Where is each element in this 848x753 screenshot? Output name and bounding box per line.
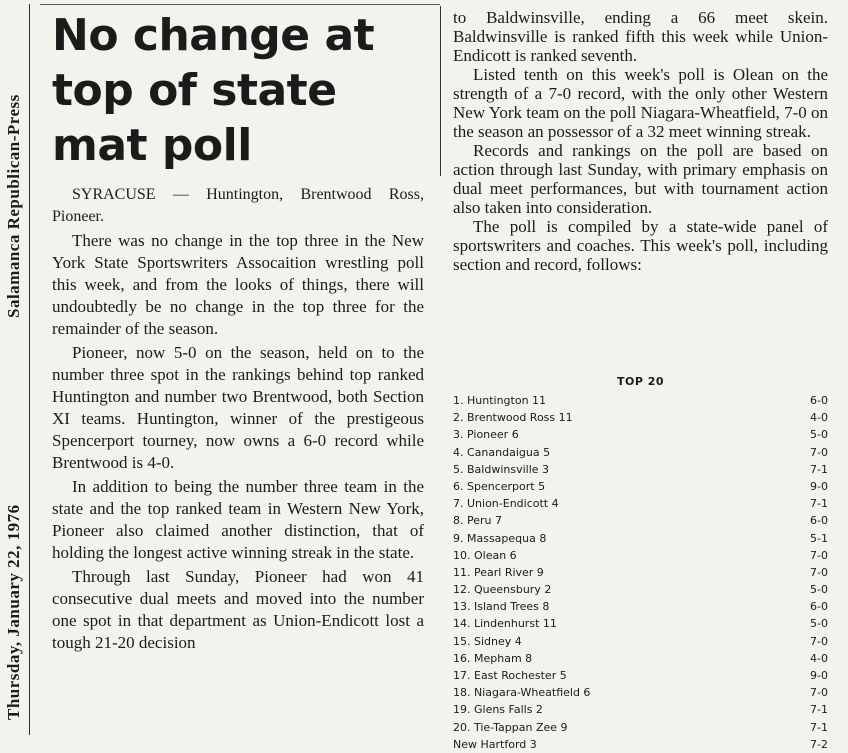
- poll-team: 7. Union-Endicott 4: [453, 497, 559, 511]
- poll-record: 7-0: [810, 548, 828, 562]
- headline-line: top of state: [52, 65, 337, 116]
- masthead-date: Thursday, January 22, 1976: [4, 504, 23, 720]
- poll-record: 4-0: [810, 651, 828, 665]
- poll-record: 6-0: [810, 394, 828, 407]
- headline-top-rule: [40, 4, 440, 5]
- poll-row: [453, 667, 828, 684]
- poll-record: 7-0: [810, 634, 828, 648]
- poll-record: 7-1: [810, 720, 828, 734]
- poll-row: [453, 547, 828, 564]
- poll-row: [453, 409, 828, 426]
- poll-row: [453, 444, 828, 461]
- poll-team: 20. Tie-Tappan Zee 9: [453, 720, 568, 734]
- poll-record: 6-0: [810, 514, 828, 528]
- article-paragraph: The poll is compiled by a state-wide panel of sportswriters and coaches. This week's poll, including section and record, follows:: [453, 217, 828, 274]
- poll-row: [453, 512, 828, 529]
- poll-record: 4-0: [810, 411, 828, 425]
- poll-record: 5-0: [810, 617, 828, 631]
- poll-team: 18. Niagara-Wheatfield 6: [453, 686, 591, 700]
- poll-team: 19. Glens Falls 2: [453, 703, 543, 717]
- poll-record: 7-0: [810, 565, 828, 579]
- headline-line: No change at: [52, 10, 375, 61]
- poll-record: 7-1: [810, 497, 828, 511]
- poll-record: 7-2: [810, 737, 828, 751]
- poll-row: [453, 564, 828, 581]
- poll-row: [453, 719, 828, 736]
- poll-team: 4. Canandaigua 5: [453, 445, 551, 459]
- poll-row: [453, 426, 828, 443]
- article-paragraph: In addition to being the number three team in the state and the top ranked team in Western New York, Pioneer also claimed another distinction, that of holding the longest active winning streak in the state.: [52, 477, 424, 562]
- poll-record: 6-0: [810, 600, 828, 614]
- poll-row: [453, 736, 828, 753]
- column-divider: [440, 6, 441, 176]
- poll-team: 13. Island Trees 8: [453, 600, 550, 614]
- poll-team: 10. Olean 6: [453, 548, 517, 562]
- poll-row: [453, 392, 828, 409]
- headline-line: mat poll: [52, 120, 252, 171]
- poll-record: 7-1: [810, 703, 828, 717]
- poll-record: 9-0: [810, 479, 828, 493]
- poll-team: 9. Massapequa 8: [453, 531, 547, 545]
- masthead-paper-name: Salamanca Republican-Press: [4, 94, 23, 318]
- poll-row: [453, 650, 828, 667]
- poll-row: [453, 684, 828, 701]
- poll-team: 3. Pioneer 6: [453, 428, 519, 442]
- poll-row: [453, 495, 828, 512]
- poll-team: 2. Brentwood Ross 11: [453, 411, 573, 425]
- poll-row: [453, 633, 828, 650]
- article-paragraph: There was no change in the top three in the New York State Sportswriters Assocaition wrestling poll this week, and from the looks of things, there will undoubtedly be no change in the top three for the remainder of the season.: [52, 231, 424, 338]
- poll-record: 9-0: [810, 669, 828, 682]
- poll-table: [453, 375, 828, 753]
- article-paragraph: Through last Sunday, Pioneer had won 41 consecutive dual meets and moved into the number one spot in that department as Union-Endicott lost a tough 21-20 decision: [52, 567, 424, 652]
- poll-team: 16. Mepham 8: [453, 651, 533, 665]
- poll-record: 5-1: [810, 531, 828, 545]
- article-column-1: [52, 184, 424, 656]
- poll-team: 12. Queensbury 2: [453, 583, 552, 597]
- poll-row: [453, 478, 828, 495]
- poll-record: 7-0: [810, 445, 828, 459]
- poll-record: 7-1: [810, 462, 828, 476]
- headline: [52, 8, 432, 173]
- poll-row: [453, 598, 828, 615]
- poll-team: 8. Peru 7: [453, 514, 502, 528]
- poll-row: [453, 530, 828, 547]
- poll-team: 15. Sidney 4: [453, 634, 522, 648]
- poll-team: 5. Baldwinsville 3: [453, 462, 550, 476]
- article-paragraph: SYRACUSE — Huntington, Brentwood Ross, Pioneer.: [52, 186, 424, 225]
- article-column-2: [453, 8, 828, 292]
- poll-row: [453, 581, 828, 598]
- article-paragraph: Listed tenth on this week's poll is Olean on the strength of a 7-0 record, with the only other Western New York team on the poll Niagara-Wheatfield, 7-0 on the season an possessor of a 32 meet winning streak.: [453, 65, 828, 141]
- masthead-divider: [29, 4, 30, 735]
- poll-rows: [453, 392, 828, 753]
- article-paragraph: to Baldwinsville, ending a 66 meet skein. Baldwinsville is ranked fifth this week while Union-Endicott is ranked seventh.: [453, 8, 828, 65]
- poll-record: 5-0: [810, 583, 828, 597]
- poll-row: [453, 615, 828, 632]
- poll-team: 14. Lindenhurst 11: [453, 617, 557, 631]
- poll-team: 6. Spencerport 5: [453, 479, 546, 493]
- poll-row: [453, 461, 828, 478]
- poll-record: 5-0: [810, 428, 828, 442]
- poll-row: [453, 701, 828, 718]
- poll-team: New Hartford 3: [453, 737, 537, 751]
- poll-team: 11. Pearl River 9: [453, 565, 544, 579]
- poll-team: 1. Huntington 11: [453, 394, 547, 407]
- poll-team: 17. East Rochester 5: [453, 669, 567, 682]
- poll-record: 7-0: [810, 686, 828, 700]
- article-paragraph: Records and rankings on the poll are based on action through last Sunday, with primary emphasis on dual meet performances, but with tournament action also taken into consideration.: [453, 141, 828, 217]
- article-paragraph: Pioneer, now 5-0 on the season, held on to the number three spot in the rankings behind top ranked Huntington and number two Brentwood, both Section XI teams. Huntington, winner of the prestigeous Spencerport tourney, now owns a 6-0 record while Brentwood is 4-0.: [52, 343, 424, 472]
- poll-title: TOP 20: [616, 375, 665, 388]
